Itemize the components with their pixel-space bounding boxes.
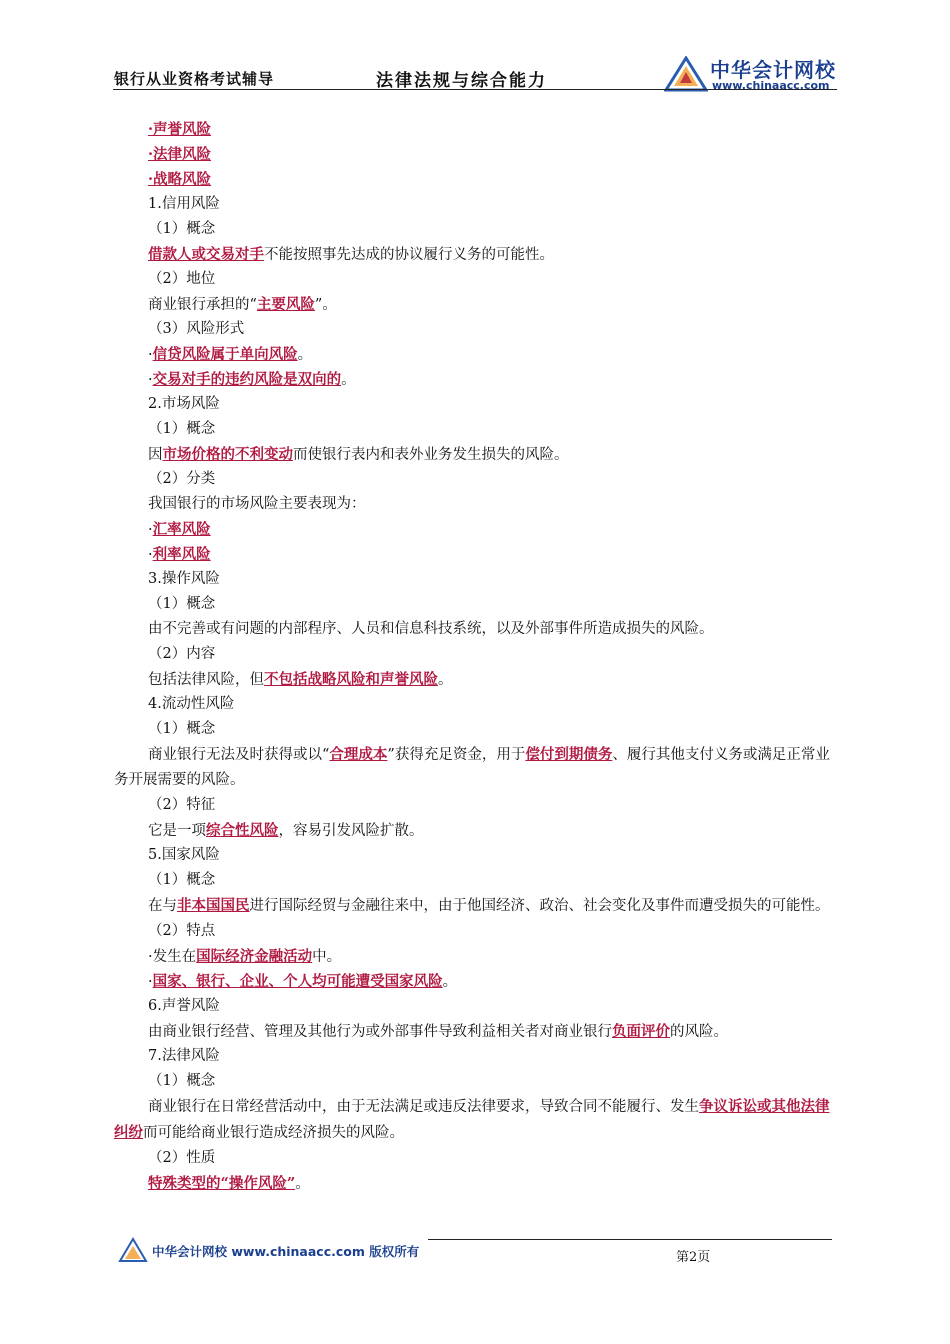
body-line [114, 142, 838, 167]
highlighted-term: 争议诉讼或其他法律纠纷 [114, 1098, 830, 1141]
body-text: · [148, 347, 153, 363]
brand-url: www.chinaacc.com [712, 79, 830, 92]
highlighted-term: 主要风险 [256, 296, 315, 313]
body-text: 在与 [148, 898, 177, 914]
body-line [114, 617, 838, 642]
body-text: 。 [341, 372, 356, 388]
body-text: 3.操作风险 [148, 571, 220, 587]
highlighted-term: 综合性风险 [206, 822, 279, 839]
body-line [114, 392, 838, 417]
body-text: · [148, 974, 153, 990]
body-text: 进行国际经贸与金融往来中，由于他国经济、政治、社会变化及事件而遭受损失的可能性。 [249, 898, 830, 914]
body-text: ”。 [314, 297, 337, 313]
body-text: · [148, 547, 153, 563]
body-line [114, 843, 838, 868]
body-text: 。 [438, 672, 453, 688]
body-line [114, 242, 838, 267]
body-line [114, 217, 838, 242]
body-line [114, 667, 838, 692]
page-number: 第2页 [676, 1250, 711, 1265]
body-text: 中。 [312, 949, 342, 965]
body-text: ”获得充足资金，用于 [387, 747, 526, 763]
body-line [114, 893, 838, 919]
body-text: 。 [297, 347, 313, 363]
body-text: 2.市场风险 [148, 396, 220, 412]
body-text: （1）概念 [148, 1073, 216, 1089]
header-divider [113, 89, 837, 90]
body-text: （2）性质 [148, 1150, 216, 1166]
body-text: 而使银行表内和表外业务发生损失的风险。 [293, 447, 569, 463]
body-text: 5.国家风险 [148, 847, 220, 863]
body-line [114, 292, 838, 317]
body-line [114, 1146, 838, 1171]
body-text: （2）内容 [148, 646, 216, 662]
body-line [114, 367, 838, 392]
body-line [114, 742, 838, 793]
body-line [114, 567, 838, 592]
body-text: （1）概念 [148, 721, 216, 737]
document-body [114, 117, 838, 1196]
highlighted-term: 国家、银行、企业、个人均可能遭受国家风险 [152, 973, 443, 990]
body-line [114, 267, 838, 292]
highlighted-term: 负面评价 [612, 1023, 670, 1040]
body-text: 的风险。 [670, 1024, 728, 1040]
header-course-title: 银行从业资格考试辅导 [114, 70, 275, 88]
body-text: 商业银行承担的“ [148, 297, 257, 313]
body-line [114, 342, 838, 367]
highlighted-term: 市场价格的不利变动 [162, 446, 293, 463]
body-text: （3）风险形式 [148, 321, 245, 337]
highlighted-term: 合理成本 [329, 746, 388, 763]
highlighted-term: 信贷风险属于单向风险 [152, 346, 298, 363]
body-text: （1）概念 [148, 596, 216, 612]
body-text: 它是一项 [148, 823, 206, 839]
body-text: 因 [148, 447, 163, 463]
header-subject-title: 法律法规与综合能力 [376, 71, 547, 91]
body-text: 由商业银行经营、管理及其他行为或外部事件导致利益相关者对商业银行 [148, 1024, 612, 1040]
highlighted-term: 借款人或交易对手 [148, 246, 264, 263]
footer-divider [428, 1239, 832, 1240]
body-text: （1）概念 [148, 421, 216, 437]
body-line [114, 517, 838, 542]
body-text: （2）地位 [148, 271, 216, 287]
body-line [114, 1069, 838, 1094]
body-text: 而可能给商业银行造成经济损失的风险。 [143, 1125, 404, 1141]
body-text: ·发生在 [148, 949, 197, 965]
body-line [114, 492, 838, 517]
body-text: （1）概念 [148, 221, 216, 237]
body-text: 我国银行的市场风险主要表现为： [148, 496, 366, 512]
body-line [114, 542, 838, 567]
body-text: （2）特点 [148, 923, 216, 939]
body-text: （1）概念 [148, 872, 216, 888]
body-line [114, 969, 838, 994]
body-text: 1.信用风险 [148, 196, 220, 212]
body-line [114, 442, 838, 467]
body-line [114, 1094, 838, 1146]
highlighted-term: 不包括战略风险和声誉风险 [264, 671, 438, 688]
highlighted-term: ·声誉风险 [148, 121, 212, 138]
body-text: · [148, 372, 153, 388]
highlighted-term: 汇率风险 [152, 521, 211, 538]
body-line [114, 592, 838, 617]
footer-copyright: 中华会计网校 www.chinaacc.com 版权所有 [152, 1244, 420, 1259]
body-line [114, 994, 838, 1019]
body-line [114, 692, 838, 717]
body-text: 7.法律风险 [148, 1048, 220, 1064]
footer-logo-icon [118, 1237, 148, 1263]
body-line [114, 1171, 838, 1196]
highlighted-term: 特殊类型的“操作风险” [148, 1175, 296, 1192]
highlighted-term: 非本国国民 [177, 897, 250, 914]
body-line [114, 868, 838, 893]
brand-triangle-icon [664, 56, 708, 92]
body-line [114, 818, 838, 843]
body-text: 6.声誉风险 [148, 998, 220, 1014]
body-line [114, 717, 838, 742]
body-text: 由不完善或有问题的内部程序、人员和信息科技系统，以及外部事件所造成损失的风险。 [148, 621, 714, 637]
body-text: 包括法律风险，但 [148, 672, 264, 688]
body-text: 。 [442, 974, 458, 990]
body-text: ，容易引发风险扩散。 [278, 823, 424, 839]
body-line [114, 1019, 838, 1044]
highlighted-term: ·法律风险 [148, 146, 212, 163]
body-text: 4.流动性风险 [148, 696, 235, 712]
highlighted-term: 利率风险 [152, 546, 211, 563]
body-line [114, 793, 838, 818]
body-line [114, 642, 838, 667]
body-text: · [148, 522, 153, 538]
body-line [114, 167, 838, 192]
highlighted-term: 交易对手的违约风险是双向的 [152, 371, 342, 388]
body-line [114, 919, 838, 944]
body-text: 不能按照事先达成的协议履行义务的可能性。 [264, 247, 554, 263]
body-line [114, 467, 838, 492]
body-line [114, 1044, 838, 1069]
body-text: 商业银行在日常经营活动中，由于无法满足或违反法律要求，导致合同不能履行、发生 [148, 1099, 699, 1115]
highlighted-term: ·战略风险 [148, 171, 212, 188]
body-text: （2）分类 [148, 471, 216, 487]
body-line [114, 117, 838, 142]
body-line [114, 317, 838, 342]
brand-name: 中华会计网校 [710, 58, 836, 82]
body-text: （2）特征 [148, 797, 216, 813]
body-line [114, 417, 838, 442]
highlighted-term: 国际经济金融活动 [196, 948, 313, 965]
body-line [114, 944, 838, 969]
body-text: 、履行其他支付义务或满足正常业务开展需要的风险。 [114, 747, 830, 788]
body-text: 。 [295, 1176, 310, 1192]
highlighted-term: 偿付到期债务 [525, 746, 613, 763]
brand-logo-block [660, 52, 840, 94]
body-text: 商业银行无法及时获得或以“ [148, 747, 330, 763]
body-line [114, 192, 838, 217]
